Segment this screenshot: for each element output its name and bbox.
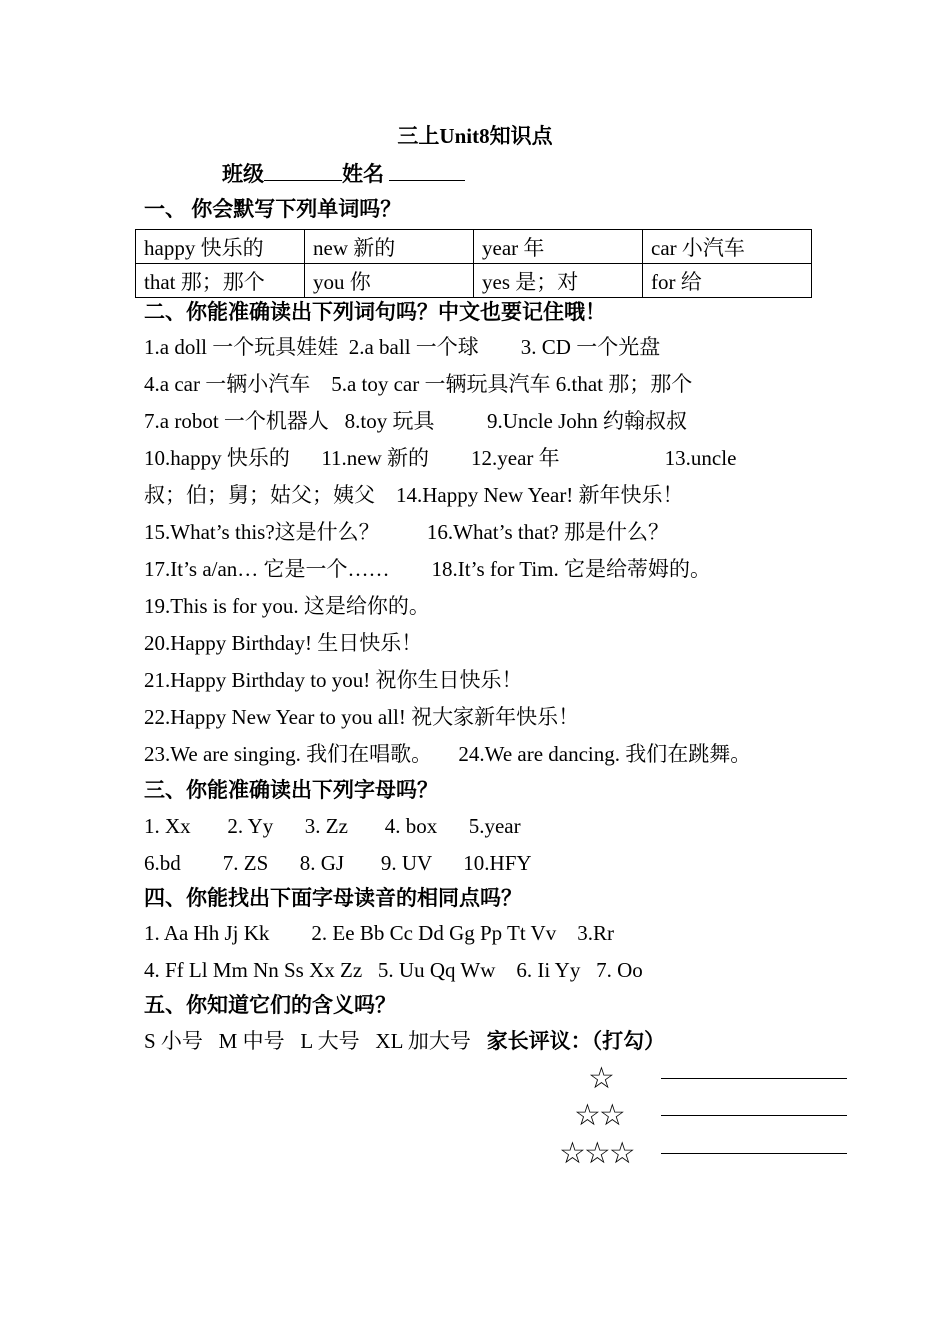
section5-heading: 五、你知道它们的含义吗？ [144,993,396,1017]
table-cell: car 小汽车 [643,230,812,264]
rating-one-star-line [661,1078,847,1079]
section3-heading: 三、你能准确读出下列字母吗？ [144,778,438,802]
list-item: 15.What’s this?这是什么？ 16.What’s that? 那是什么？ [144,520,669,544]
table-cell: you 你 [305,264,474,298]
list-item: 22.Happy New Year to you all! 祝大家新年快乐！ [144,705,580,729]
table-cell: year 年 [474,230,643,264]
rating-three-star-line [661,1153,847,1154]
list-item: 23.We are singing. 我们在唱歌。 24.We are dancing. 我们在跳舞。 [144,742,752,766]
section4-heading: 四、你能找出下面字母读音的相同点吗？ [144,886,522,910]
list-item: 4.a car 一辆小汽车 5.a toy car 一辆玩具汽车 6.that 那；那个 [144,372,693,396]
rating-one-star-icon[interactable]: ☆ [588,1061,613,1096]
table-cell: yes 是；对 [474,264,643,298]
rating-two-star-line [661,1115,847,1116]
table-row [136,264,812,298]
rating-three-star-icon[interactable]: ☆☆☆ [559,1136,634,1171]
list-item: 1. Xx 2. Yy 3. Zz 4. box 5.year [144,814,521,838]
page-title: 三上Unit8知识点 [397,124,553,148]
list-item: 17.It’s a/an… 它是一个…… 18.It’s for Tim. 它是给蒂姆的。 [144,557,712,581]
table-cell: for 给 [643,264,812,298]
table-cell: happy 快乐的 [136,230,305,264]
class-label: 班级 [222,162,264,186]
list-item: 20.Happy Birthday! 生日快乐！ [144,631,423,655]
list-item: 叔；伯；舅；姑父；姨父 14.Happy New Year! 新年快乐！ [144,483,684,507]
name-blank[interactable] [389,160,465,181]
section2-heading: 二、你能准确读出下列词句吗？中文也要记住哦！ [144,300,606,324]
table-row [136,230,812,264]
size-meanings [144,1028,665,1054]
list-item: 19.This is for you. 这是给你的。 [144,594,430,618]
list-item: 6.bd 7. ZS 8. GJ 9. UV 10.HFY [144,851,532,875]
class-blank[interactable] [264,160,342,181]
list-item: 10.happy 快乐的 11.new 新的 12.year 年 13.uncle [144,446,737,470]
name-label: 姓名 [342,162,384,186]
rating-two-star-icon[interactable]: ☆☆ [574,1098,624,1133]
list-item: 7.a robot 一个机器人 8.toy 玩具 9.Uncle John 约翰叔叔 [144,409,688,433]
table-cell: new 新的 [305,230,474,264]
parent-comment-label: 家长评议：（打勾） [486,1029,666,1053]
student-info-line [222,160,465,187]
list-item: 1. Aa Hh Jj Kk 2. Ee Bb Cc Dd Gg Pp Tt Vv 3.Rr [144,921,614,945]
list-item: 4. Ff Ll Mm Nn Ss Xx Zz 5. Uu Qq Ww 6. Ii Yy 7. Oo [144,958,643,982]
size-list: S 小号 M 中号 L 大号 XL 加大号 [144,1029,471,1053]
list-item: 21.Happy Birthday to you! 祝你生日快乐！ [144,668,523,692]
list-item: 1.a doll 一个玩具娃娃 2.a ball 一个球 3. CD 一个光盘 [144,335,661,359]
table-cell: that 那；那个 [136,264,305,298]
section1-heading: 一、 你会默写下列单词吗？ [144,197,402,221]
vocabulary-table [135,229,812,298]
